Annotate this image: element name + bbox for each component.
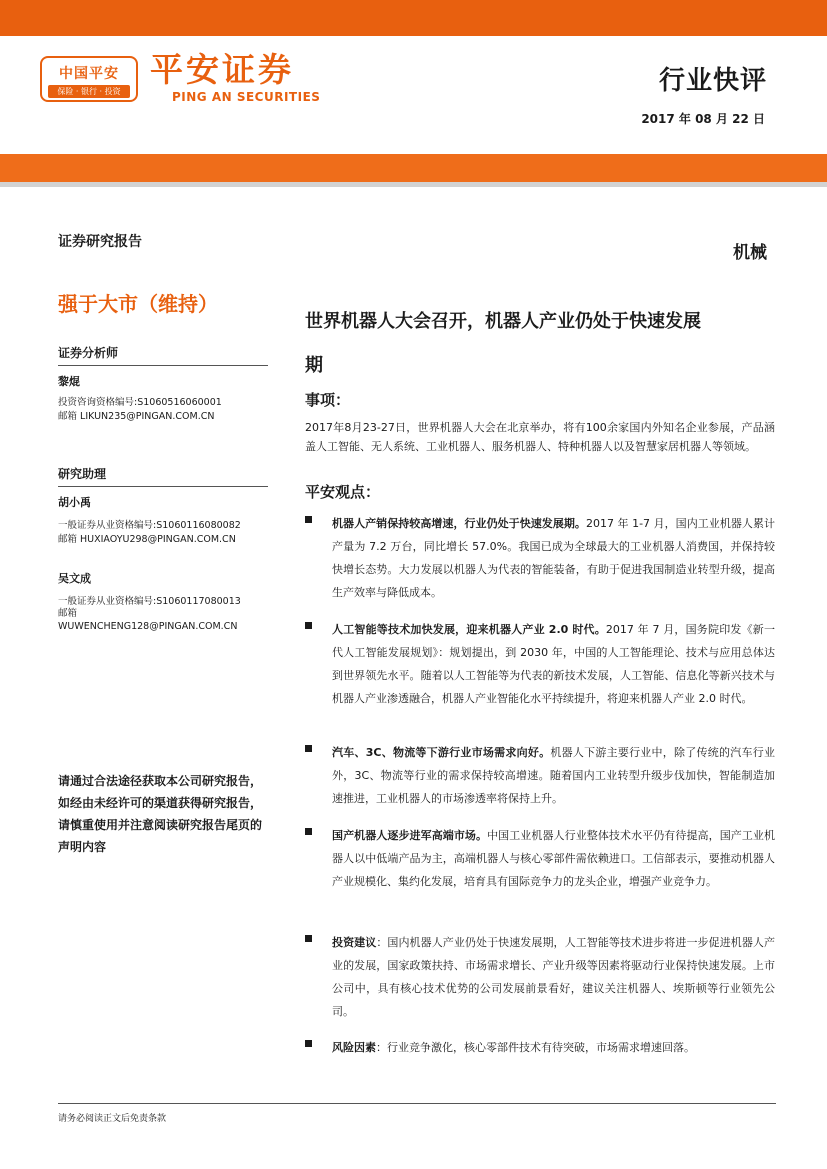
bullet-text: 中国工业机器人行业整体技术水平仍有待提高，国产工业机器人以中低端产品为主，高端机器人与核心零部件需依赖进口。工信部表示，要推动机器人产业规模化、集约化发展，培育具有国际竞争力的龙头企业，增强产业竞争力。 [332, 829, 775, 888]
industry-label: 机械 [733, 243, 767, 263]
brand-name-cn: 平安证券 [150, 50, 294, 89]
pingan-group-logo [40, 56, 138, 102]
assistant-email: 邮箱 HUXIAOYU298@PINGAN.COM.CN [58, 534, 236, 545]
bullet-lead: 人工智能等技术加快发展，迎来机器人产业 2.0 时代。 [332, 623, 606, 636]
viewpoint-bullet [305, 618, 775, 710]
header-divider-bar [0, 154, 827, 182]
assistant-name: 吴文成 [58, 572, 91, 585]
analyst-name: 黎焜 [58, 375, 80, 388]
bullet-text: 2017 年 7 月，国务院印发《新一代人工智能发展规划》：规划提出，到 2030 年，中国的人工智能理论、技术与应用总体达到世界领先水平。随着以人工智能等为代表的新技术发展，人工智能、信息化等新兴技术与机器人产业渗透融合，机器人产业智能化水平持续提升，将迎来机器人产业 2.0 时代。 [332, 623, 775, 705]
report-date: 2017 年 08 月 22 日 [641, 112, 765, 126]
assistant-email-label: 邮箱 [58, 608, 78, 619]
square-bullet-icon [305, 828, 312, 835]
section-label: 证券研究报告 [58, 234, 142, 250]
bullet-text: ：国内机器人产业仍处于快速发展期，人工智能等技术进步将进一步促进机器人产业的发展，国家政策扶持、市场需求增长、产业升级等因素将驱动行业保持快速发展。上市公司中，具有核心技术优势的公司发展前景看好，建议关注机器人、埃斯顿等行业领先公司。 [332, 936, 776, 1018]
disclaimer: 请通过合法途径获取本公司研究报告，如经由未经许可的渠道获得研究报告，请慎重使用并注意阅读研究报告尾页的声明内容 [58, 774, 263, 854]
viewpoint-bullet [305, 824, 775, 893]
viewpoint-bullet [305, 512, 775, 604]
logo-main-text: 中国平安 [59, 66, 119, 82]
bullet-lead: 国产机器人逐步进军高端市场。 [332, 829, 488, 842]
bullet-text: ：行业竞争激化，核心零部件技术有待突破，市场需求增速回落。 [376, 1041, 695, 1054]
square-bullet-icon [305, 516, 312, 523]
bullet-body [332, 1036, 775, 1059]
assistant-license: 一般证券从业资格编号:S1060116080082 [58, 520, 241, 531]
analyst-email: 邮箱 LIKUN235@PINGAN.COM.CN [58, 411, 215, 422]
analyst-license: 投资咨询资格编号:S1060516060001 [58, 397, 222, 408]
bullet-body [332, 824, 775, 893]
bullet-lead: 机器人产销保持较高增速，行业仍处于快速发展期。 [332, 517, 586, 530]
viewpoint-bullet [305, 1036, 775, 1059]
bullet-body [332, 741, 775, 810]
assistant-heading: 研究助理 [58, 465, 268, 487]
rating: 强于大市（维持） [58, 292, 218, 316]
assistant-email: WUWENCHENG128@PINGAN.COM.CN [58, 621, 238, 632]
viewpoint-bullet [305, 741, 775, 810]
report-title [305, 300, 775, 388]
event-heading: 事项： [305, 391, 351, 409]
header-divider-shadow [0, 182, 827, 187]
bullet-lead: 汽车、3C、物流等下游行业市场需求向好。 [332, 746, 551, 759]
analyst-heading: 证券分析师 [58, 344, 268, 366]
report-title-line: 期 [305, 355, 323, 376]
bullet-lead: 风险因素 [332, 1041, 376, 1054]
bullet-body [332, 512, 775, 604]
report-title-line: 世界机器人大会召开，机器人产业仍处于快速发展 [305, 311, 701, 332]
report-type: 行业快评 [658, 66, 767, 96]
square-bullet-icon [305, 1040, 312, 1047]
top-color-bar [0, 0, 827, 36]
assistant-name: 胡小禹 [58, 496, 91, 509]
bullet-body [332, 931, 775, 1023]
logo-sub-text: 保险 · 银行 · 投资 [48, 85, 130, 98]
view-heading: 平安观点： [305, 483, 381, 501]
bullet-text: 2017 年 1-7 月，国内工业机器人累计产量为 7.2 万台，同比增长 57.0%。我国已成为全球最大的工业机器人消费国，并保持较快增长态势。大力发展以机器人为代表的智能装备，有助于促进我国制造业转型升级，提高生产效率与降低成本。 [332, 517, 776, 599]
footer-disclaimer: 请务必阅读正文后免责条款 [58, 1114, 167, 1124]
event-paragraph: 2017年8月23-27日，世界机器人大会在北京举办，将有100余家国内外知名企业参展，产品涵盖人工智能、无人系统、工业机器人、服务机器人、特种机器人以及智慧家居机器人等领域。 [305, 421, 775, 453]
bullet-lead: 投资建议 [332, 936, 377, 949]
bullet-body [332, 618, 775, 710]
footer-rule [58, 1103, 776, 1104]
square-bullet-icon [305, 935, 312, 942]
viewpoint-bullet [305, 931, 775, 1023]
square-bullet-icon [305, 622, 312, 629]
square-bullet-icon [305, 745, 312, 752]
bullet-text: 机器人下游主要行业中，除了传统的汽车行业外，3C、物流等行业的需求保持较高增速。随着国内工业转型升级步伐加快，智能制造加速推进，工业机器人的市场渗透率将保持上升。 [332, 746, 775, 805]
assistant-license: 一般证券从业资格编号:S1060117080013 [58, 596, 241, 607]
brand-name-en: PING AN SECURITIES [172, 90, 321, 104]
